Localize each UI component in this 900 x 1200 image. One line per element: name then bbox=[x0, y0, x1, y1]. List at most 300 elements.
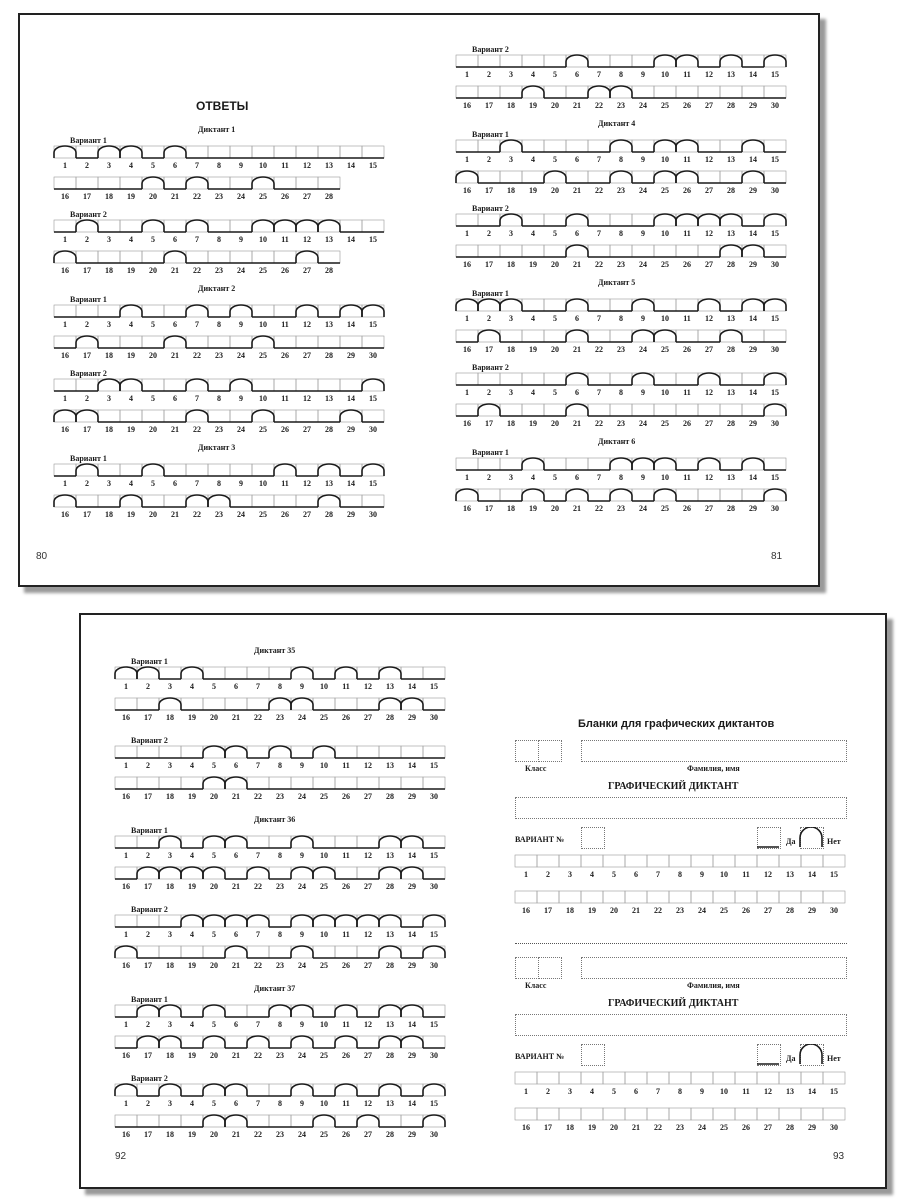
grid-cell bbox=[588, 245, 610, 257]
cell-number: 9 bbox=[700, 1087, 704, 1096]
strip-graphic bbox=[115, 1036, 445, 1050]
cell-number: 1 bbox=[63, 235, 67, 244]
cell-number: 3 bbox=[568, 870, 572, 879]
arc-mark bbox=[698, 214, 720, 226]
cell-number: 14 bbox=[408, 682, 416, 691]
answer-strip bbox=[54, 379, 384, 405]
arc-mark bbox=[566, 55, 588, 67]
arc-mark bbox=[142, 220, 164, 232]
cell-number: 23 bbox=[215, 351, 223, 360]
cell-number: 15 bbox=[430, 851, 438, 860]
cell-number: 10 bbox=[661, 314, 669, 323]
grid-cell bbox=[691, 891, 713, 903]
cell-number: 11 bbox=[281, 479, 289, 488]
cell-number: 30 bbox=[430, 1130, 438, 1139]
grid-cell bbox=[742, 86, 764, 98]
grid-cell bbox=[742, 404, 764, 416]
arc-mark bbox=[247, 1036, 269, 1048]
cell-number: 23 bbox=[276, 713, 284, 722]
cell-number: 28 bbox=[325, 266, 333, 275]
grid-cell bbox=[581, 891, 603, 903]
cell-number: 14 bbox=[408, 1099, 416, 1108]
answer-strip bbox=[54, 336, 384, 362]
cell-number: 17 bbox=[144, 713, 152, 722]
cell-number: 1 bbox=[63, 161, 67, 170]
grid-cell bbox=[274, 251, 296, 263]
cell-number: 4 bbox=[129, 320, 133, 329]
cell-number: 27 bbox=[303, 510, 311, 519]
variant-label: Вариант 2 bbox=[131, 736, 168, 745]
cell-number: 11 bbox=[281, 320, 289, 329]
grid-cell bbox=[559, 1072, 581, 1084]
cell-number: 8 bbox=[278, 1020, 282, 1029]
cell-number: 22 bbox=[595, 186, 603, 195]
cell-number: 10 bbox=[259, 320, 267, 329]
cell-number: 21 bbox=[573, 345, 581, 354]
answer-strip bbox=[515, 1072, 845, 1098]
cell-number: 27 bbox=[364, 1051, 372, 1060]
arc-mark bbox=[76, 410, 98, 422]
cell-number: 28 bbox=[727, 186, 735, 195]
grid-cell bbox=[625, 1072, 647, 1084]
variant-number-box[interactable] bbox=[581, 1044, 605, 1066]
cell-number: 9 bbox=[700, 870, 704, 879]
grid-cell bbox=[713, 1108, 735, 1120]
cell-number: 8 bbox=[619, 314, 623, 323]
grid-cell bbox=[522, 404, 544, 416]
grid-cell bbox=[159, 777, 181, 789]
cell-number: 1 bbox=[63, 320, 67, 329]
cell-number: 23 bbox=[276, 792, 284, 801]
cell-number: 17 bbox=[83, 192, 91, 201]
cell-number: 19 bbox=[188, 792, 196, 801]
cell-number: 18 bbox=[166, 792, 174, 801]
arc-mark bbox=[654, 489, 676, 501]
cell-number: 3 bbox=[509, 388, 513, 397]
cell-number: 10 bbox=[259, 394, 267, 403]
grid-cell bbox=[478, 458, 500, 470]
grid-cell bbox=[208, 336, 230, 348]
cell-number: 28 bbox=[727, 419, 735, 428]
cell-number: 5 bbox=[553, 155, 557, 164]
grid-cell bbox=[632, 140, 654, 152]
grid-cell bbox=[478, 245, 500, 257]
grid-cell bbox=[588, 404, 610, 416]
arc-mark bbox=[181, 667, 203, 679]
grid-cell bbox=[669, 1072, 691, 1084]
cell-number: 14 bbox=[749, 70, 757, 79]
cell-number: 20 bbox=[210, 961, 218, 970]
grid-cell bbox=[610, 245, 632, 257]
answer-strip bbox=[54, 177, 340, 203]
cell-number: 6 bbox=[575, 388, 579, 397]
arc-mark bbox=[186, 177, 208, 189]
arc-mark bbox=[115, 946, 137, 958]
cell-number: 26 bbox=[342, 713, 350, 722]
answer-strip bbox=[456, 330, 786, 356]
grid-cell bbox=[54, 305, 76, 317]
grid-cell bbox=[757, 855, 779, 867]
grid-cell bbox=[76, 495, 98, 507]
answer-strip bbox=[115, 1084, 445, 1110]
cell-number: 19 bbox=[188, 1051, 196, 1060]
cell-number: 18 bbox=[507, 419, 515, 428]
grid-cell bbox=[801, 891, 823, 903]
arc-mark bbox=[225, 746, 247, 758]
grid-cell bbox=[225, 1005, 247, 1017]
arc-mark bbox=[357, 1115, 379, 1127]
grid-cell bbox=[137, 915, 159, 927]
cell-number: 10 bbox=[661, 473, 669, 482]
cell-number: 29 bbox=[347, 351, 355, 360]
answer-strip bbox=[456, 140, 786, 166]
strip-graphic bbox=[115, 746, 445, 760]
cell-number: 26 bbox=[342, 792, 350, 801]
cell-number: 4 bbox=[190, 761, 194, 770]
cell-number: 17 bbox=[485, 101, 493, 110]
grid-cell bbox=[357, 1005, 379, 1017]
cell-number: 13 bbox=[786, 870, 794, 879]
cell-number: 29 bbox=[749, 419, 757, 428]
cell-number: 13 bbox=[386, 851, 394, 860]
grid-cell bbox=[757, 1072, 779, 1084]
cell-number: 16 bbox=[463, 260, 471, 269]
arc-mark bbox=[500, 140, 522, 152]
grid-cell bbox=[247, 777, 269, 789]
cell-number: 6 bbox=[173, 479, 177, 488]
grid-cell bbox=[456, 86, 478, 98]
grid-cell bbox=[654, 299, 676, 311]
cell-number: 13 bbox=[325, 320, 333, 329]
arc-mark bbox=[181, 915, 203, 927]
cell-number: 4 bbox=[590, 1087, 594, 1096]
arc-mark bbox=[362, 305, 384, 317]
arc-mark bbox=[456, 171, 478, 183]
cell-number: 30 bbox=[430, 882, 438, 891]
arc-mark bbox=[478, 404, 500, 416]
arc-mark bbox=[764, 214, 786, 226]
grid-cell bbox=[98, 336, 120, 348]
grid-cell bbox=[632, 55, 654, 67]
grid-cell bbox=[823, 1072, 845, 1084]
cell-number: 6 bbox=[234, 930, 238, 939]
cell-number: 5 bbox=[612, 1087, 616, 1096]
arc-mark bbox=[291, 667, 313, 679]
cell-number: 6 bbox=[234, 851, 238, 860]
arc-mark bbox=[676, 171, 698, 183]
grid-cell bbox=[181, 746, 203, 758]
grid-cell bbox=[823, 1108, 845, 1120]
yes-label: Да bbox=[786, 1054, 796, 1063]
grid-cell bbox=[137, 746, 159, 758]
cell-number: 26 bbox=[683, 419, 691, 428]
cell-number: 12 bbox=[364, 1099, 372, 1108]
grid-cell bbox=[76, 305, 98, 317]
cell-number: 16 bbox=[122, 792, 130, 801]
cell-number: 19 bbox=[529, 504, 537, 513]
answer-strip bbox=[456, 214, 786, 240]
cell-number: 6 bbox=[634, 1087, 638, 1096]
grid-cell bbox=[544, 55, 566, 67]
arc-mark bbox=[522, 86, 544, 98]
grid-cell bbox=[522, 373, 544, 385]
cell-number: 20 bbox=[210, 1051, 218, 1060]
title-field[interactable] bbox=[515, 797, 847, 819]
cell-number: 13 bbox=[727, 229, 735, 238]
arc-mark bbox=[566, 489, 588, 501]
strip-graphic bbox=[515, 891, 845, 905]
cell-number: 26 bbox=[683, 504, 691, 513]
grid-cell bbox=[76, 251, 98, 263]
cell-number: 7 bbox=[195, 394, 199, 403]
arc-mark bbox=[698, 458, 720, 470]
cell-number: 19 bbox=[127, 266, 135, 275]
grid-cell bbox=[544, 214, 566, 226]
cell-number: 2 bbox=[146, 930, 150, 939]
grid-cell bbox=[478, 214, 500, 226]
grid-cell bbox=[362, 495, 384, 507]
cell-number: 17 bbox=[83, 425, 91, 434]
variant-label: Вариант 1 bbox=[472, 130, 509, 139]
grid-cell bbox=[247, 1115, 269, 1127]
arc-mark bbox=[566, 373, 588, 385]
arc-mark bbox=[379, 867, 401, 879]
cell-number: 9 bbox=[641, 155, 645, 164]
grid-cell bbox=[164, 305, 186, 317]
cell-number: 2 bbox=[146, 1020, 150, 1029]
cell-number: 5 bbox=[151, 235, 155, 244]
answer-strip bbox=[456, 458, 786, 484]
cell-number: 1 bbox=[524, 870, 528, 879]
class-box[interactable] bbox=[515, 957, 539, 979]
cell-number: 28 bbox=[727, 101, 735, 110]
cell-number: 14 bbox=[408, 851, 416, 860]
name-field[interactable] bbox=[581, 740, 847, 762]
grid-cell bbox=[247, 836, 269, 848]
cell-number: 22 bbox=[193, 266, 201, 275]
grid-cell bbox=[164, 495, 186, 507]
grid-cell bbox=[610, 330, 632, 342]
cell-number: 25 bbox=[661, 186, 669, 195]
grid-cell bbox=[120, 220, 142, 232]
cell-number: 10 bbox=[320, 1020, 328, 1029]
cell-number: 22 bbox=[595, 504, 603, 513]
grid-cell bbox=[423, 667, 445, 679]
arc-mark bbox=[566, 299, 588, 311]
cell-number: 25 bbox=[720, 1123, 728, 1132]
cell-number: 19 bbox=[529, 186, 537, 195]
cell-number: 9 bbox=[300, 761, 304, 770]
grid-cell bbox=[335, 746, 357, 758]
arc-mark bbox=[313, 915, 335, 927]
cell-number: 6 bbox=[575, 473, 579, 482]
answer-strip bbox=[54, 251, 340, 277]
grid-cell bbox=[713, 855, 735, 867]
grid-cell bbox=[181, 698, 203, 710]
cell-number: 24 bbox=[298, 713, 306, 722]
arc-mark bbox=[203, 1115, 225, 1127]
cell-number: 4 bbox=[129, 479, 133, 488]
arc-mark bbox=[676, 55, 698, 67]
title-field[interactable] bbox=[515, 1014, 847, 1036]
cell-number: 18 bbox=[105, 192, 113, 201]
arc-mark bbox=[698, 299, 720, 311]
cell-number: 12 bbox=[705, 314, 713, 323]
cell-number: 3 bbox=[168, 1099, 172, 1108]
arc-mark bbox=[720, 245, 742, 257]
grid-cell bbox=[247, 698, 269, 710]
cell-number: 3 bbox=[168, 930, 172, 939]
cell-number: 23 bbox=[617, 101, 625, 110]
grid-cell bbox=[164, 410, 186, 422]
strip-graphic bbox=[54, 220, 384, 234]
cell-number: 23 bbox=[676, 906, 684, 915]
arc-mark bbox=[274, 220, 296, 232]
cell-number: 13 bbox=[325, 479, 333, 488]
class-box[interactable] bbox=[538, 957, 562, 979]
grid-cell bbox=[313, 667, 335, 679]
grid-cell bbox=[588, 140, 610, 152]
grid-cell bbox=[247, 667, 269, 679]
cell-number: 8 bbox=[619, 155, 623, 164]
cell-number: 3 bbox=[509, 229, 513, 238]
class-box[interactable] bbox=[515, 740, 539, 762]
grid-cell bbox=[779, 1108, 801, 1120]
cell-number: 29 bbox=[408, 961, 416, 970]
grid-cell bbox=[713, 891, 735, 903]
cell-number: 15 bbox=[771, 314, 779, 323]
cell-number: 15 bbox=[369, 479, 377, 488]
cell-number: 13 bbox=[386, 1020, 394, 1029]
cell-number: 25 bbox=[720, 906, 728, 915]
cell-number: 1 bbox=[465, 473, 469, 482]
grid-cell bbox=[362, 220, 384, 232]
strip-graphic bbox=[515, 1072, 845, 1086]
cell-number: 26 bbox=[683, 260, 691, 269]
grid-cell bbox=[566, 140, 588, 152]
arc-mark bbox=[720, 214, 742, 226]
strip-graphic bbox=[456, 86, 786, 100]
grid-cell bbox=[698, 245, 720, 257]
cell-number: 18 bbox=[105, 351, 113, 360]
cell-number: 3 bbox=[107, 235, 111, 244]
grid-cell bbox=[159, 946, 181, 958]
cell-number: 12 bbox=[303, 394, 311, 403]
cell-number: 30 bbox=[430, 1051, 438, 1060]
cell-number: 1 bbox=[465, 155, 469, 164]
arc-mark bbox=[186, 379, 208, 391]
cell-number: 22 bbox=[254, 792, 262, 801]
cell-number: 7 bbox=[597, 473, 601, 482]
cell-number: 15 bbox=[830, 870, 838, 879]
grid-cell bbox=[291, 1115, 313, 1127]
arc-mark bbox=[291, 836, 313, 848]
grid-cell bbox=[98, 464, 120, 476]
strip-graphic bbox=[456, 404, 786, 418]
arc-mark bbox=[203, 1005, 225, 1017]
grid-cell bbox=[296, 495, 318, 507]
grid-cell bbox=[735, 1072, 757, 1084]
cell-number: 8 bbox=[217, 320, 221, 329]
arc-mark bbox=[120, 495, 142, 507]
arc-mark bbox=[610, 171, 632, 183]
cell-number: 26 bbox=[683, 345, 691, 354]
arc-mark bbox=[203, 1084, 225, 1096]
arc-mark bbox=[164, 146, 186, 158]
grid-cell bbox=[588, 330, 610, 342]
answer-strip bbox=[115, 1115, 445, 1141]
cell-number: 8 bbox=[217, 235, 221, 244]
cell-number: 6 bbox=[234, 761, 238, 770]
cell-number: 30 bbox=[430, 961, 438, 970]
variant-number-box[interactable] bbox=[581, 827, 605, 849]
cell-number: 13 bbox=[727, 70, 735, 79]
cell-number: 15 bbox=[430, 1020, 438, 1029]
grid-cell bbox=[779, 891, 801, 903]
cell-number: 10 bbox=[259, 479, 267, 488]
cell-number: 19 bbox=[529, 101, 537, 110]
cell-number: 22 bbox=[254, 1051, 262, 1060]
grid-cell bbox=[610, 55, 632, 67]
grid-cell bbox=[54, 177, 76, 189]
grid-cell bbox=[291, 777, 313, 789]
grid-cell bbox=[478, 55, 500, 67]
strip-graphic bbox=[456, 140, 786, 154]
cell-number: 2 bbox=[487, 388, 491, 397]
cell-number: 16 bbox=[463, 101, 471, 110]
arc-mark bbox=[291, 867, 313, 879]
cell-number: 21 bbox=[573, 260, 581, 269]
cell-number: 13 bbox=[727, 155, 735, 164]
grid-cell bbox=[522, 299, 544, 311]
cell-number: 24 bbox=[237, 351, 245, 360]
grid-cell bbox=[225, 667, 247, 679]
cell-number: 24 bbox=[298, 882, 306, 891]
grid-cell bbox=[98, 177, 120, 189]
cell-number: 14 bbox=[749, 229, 757, 238]
arc-mark bbox=[379, 836, 401, 848]
arc-mark bbox=[632, 330, 654, 342]
cell-number: 14 bbox=[408, 761, 416, 770]
arc-mark bbox=[401, 698, 423, 710]
grid-cell bbox=[544, 299, 566, 311]
page-number-right: 81 bbox=[771, 551, 783, 562]
cell-number: 2 bbox=[146, 682, 150, 691]
variant-label: Вариант 1 bbox=[472, 289, 509, 298]
name-field[interactable] bbox=[581, 957, 847, 979]
grid-cell bbox=[456, 404, 478, 416]
cell-number: 29 bbox=[749, 186, 757, 195]
arc-mark bbox=[357, 915, 379, 927]
arc-mark bbox=[186, 220, 208, 232]
cell-number: 9 bbox=[641, 314, 645, 323]
grid-cell bbox=[269, 836, 291, 848]
grid-cell bbox=[500, 489, 522, 501]
grid-cell bbox=[269, 946, 291, 958]
arc-mark bbox=[274, 464, 296, 476]
class-box[interactable] bbox=[538, 740, 562, 762]
grid-cell bbox=[54, 379, 76, 391]
grid-cell bbox=[186, 251, 208, 263]
cell-number: 3 bbox=[168, 761, 172, 770]
cell-number: 5 bbox=[151, 479, 155, 488]
class-label: Класс bbox=[525, 764, 547, 773]
cell-number: 20 bbox=[551, 186, 559, 195]
cell-number: 11 bbox=[281, 161, 289, 170]
arc-mark bbox=[252, 410, 274, 422]
arc-mark bbox=[340, 410, 362, 422]
grid-cell bbox=[120, 251, 142, 263]
